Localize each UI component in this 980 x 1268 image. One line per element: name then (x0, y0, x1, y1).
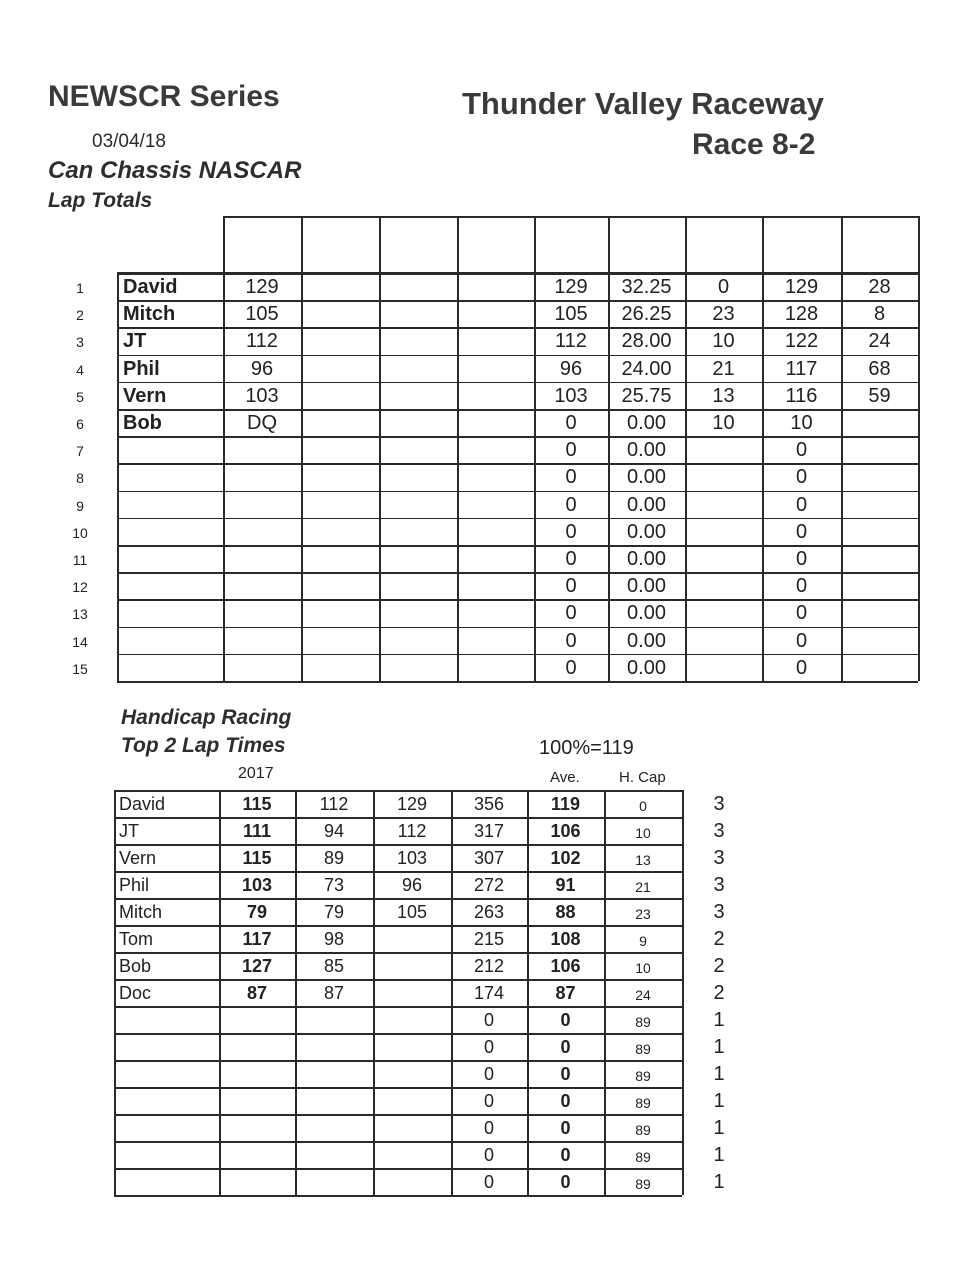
table-cell: 13 (712, 384, 735, 407)
table-cell: DQ (247, 412, 277, 434)
table-cell: 0 (795, 656, 808, 679)
row-number: 14 (72, 633, 88, 650)
driver-name: Vern (123, 384, 167, 407)
race-count: 1 (713, 1171, 725, 1193)
table-cell: 23 (635, 906, 651, 922)
table-cell: 174 (473, 983, 505, 1003)
table-cell: 0 (560, 1064, 571, 1084)
row-number: 6 (76, 416, 84, 432)
table-cell: 0 (560, 1010, 571, 1030)
race-count: 1 (713, 1009, 725, 1031)
table-cell: 79 (323, 902, 345, 922)
table-cell: 79 (246, 902, 268, 922)
grid-line (918, 216, 920, 681)
table-cell: 103 (241, 875, 273, 895)
table-cell: 212 (473, 956, 505, 976)
table-cell: 0 (565, 466, 577, 489)
table-cell: 88 (555, 902, 576, 922)
percent-label: 100%=119 (539, 737, 634, 759)
venue-title: Thunder Valley Raceway (462, 86, 824, 121)
table-cell: 0 (565, 548, 577, 570)
table-cell: 87 (555, 983, 576, 1003)
race-count: 1 (713, 1063, 725, 1085)
table-cell: 0.00 (627, 629, 666, 652)
table-cell: 307 (473, 848, 505, 868)
grid-line (379, 216, 381, 681)
table-cell: 0 (639, 798, 647, 814)
table-cell: 0 (483, 1010, 494, 1030)
driver-name: David (119, 794, 166, 814)
table-cell: 129 (396, 794, 428, 814)
table-cell: 0 (560, 1118, 571, 1138)
table-cell: 0.00 (627, 602, 666, 625)
driver-name: David (123, 276, 178, 298)
table-cell: 0 (717, 276, 730, 298)
table-cell: 0 (565, 602, 577, 625)
table-cell: 0.00 (627, 656, 666, 679)
table-cell: 0 (483, 1037, 494, 1057)
grid-line (457, 216, 459, 681)
table-cell: 0 (560, 1172, 571, 1192)
table-cell: 0 (565, 439, 577, 462)
driver-name: Mitch (123, 303, 176, 326)
table-cell: 24.00 (621, 357, 672, 380)
row-number: 15 (72, 660, 88, 677)
row-number: 9 (76, 497, 84, 514)
ave-label: Ave. (550, 769, 580, 786)
table-cell: 117 (242, 929, 272, 949)
table-cell: 103 (554, 384, 588, 407)
table-cell: 0 (795, 629, 808, 652)
table-cell: 0 (795, 493, 808, 516)
table-cell: 0.00 (627, 575, 666, 598)
table-cell: 10 (712, 412, 735, 434)
table-cell: 116 (785, 384, 818, 407)
race-date: 03/04/18 (92, 131, 166, 152)
row-number: 8 (76, 470, 84, 487)
table-cell: 0 (795, 548, 808, 570)
table-cell: 8 (873, 303, 886, 326)
table-cell: 28.00 (621, 330, 672, 353)
table-cell: 96 (559, 357, 583, 380)
handicap-table (114, 790, 682, 1195)
table-cell: 128 (784, 303, 819, 326)
table-cell: 73 (323, 875, 345, 895)
table-cell: 119 (550, 794, 581, 814)
lap-totals-table (117, 216, 918, 682)
table-cell: 89 (635, 1122, 651, 1138)
driver-name: Vern (119, 848, 157, 868)
table-cell: 32.25 (621, 276, 672, 298)
driver-name: Doc (119, 983, 152, 1003)
table-cell: 105 (396, 902, 428, 922)
table-cell: 112 (397, 821, 427, 841)
table-cell: 105 (245, 303, 279, 326)
table-cell: 0 (560, 1145, 571, 1165)
row-number: 3 (76, 334, 84, 351)
table-cell: 0 (795, 575, 808, 598)
race-count: 2 (713, 928, 725, 950)
table-cell: 0.00 (627, 493, 666, 516)
driver-name: Tom (119, 929, 154, 949)
table-cell: 96 (250, 357, 274, 380)
table-cell: 0 (483, 1145, 494, 1165)
table-cell: 105 (554, 303, 588, 326)
table-cell: 0.00 (627, 466, 666, 489)
driver-name: JT (123, 330, 147, 353)
race-title: Race 8-2 (692, 128, 816, 161)
table-cell: 0 (483, 1118, 494, 1138)
table-cell: 59 (868, 384, 891, 407)
table-cell: 272 (473, 875, 505, 895)
driver-name: Bob (119, 956, 152, 976)
race-count: 1 (713, 1036, 725, 1058)
table-cell: 89 (635, 1068, 651, 1084)
table-cell: 68 (868, 357, 891, 380)
table-cell: 26.25 (621, 303, 672, 326)
table-cell: 89 (635, 1014, 651, 1030)
driver-name: JT (119, 821, 139, 841)
table-cell: 0 (483, 1091, 494, 1111)
table-cell: 13 (635, 852, 651, 868)
table-cell: 0 (560, 1037, 571, 1057)
table-cell: 129 (245, 276, 279, 298)
grid-line (223, 216, 918, 218)
table-cell: 0 (483, 1172, 494, 1192)
hcap-label: H. Cap (619, 769, 666, 786)
handicap-subtitle: Top 2 Lap Times (121, 734, 286, 757)
table-cell: 122 (784, 330, 819, 353)
table-cell: 317 (473, 821, 505, 841)
table-cell: 21 (712, 357, 735, 380)
table-cell: 106 (550, 821, 581, 841)
table-cell: 10 (635, 960, 651, 976)
row-number: 13 (72, 606, 88, 623)
table-cell: 0.00 (627, 439, 666, 462)
driver-name: Phil (119, 875, 150, 895)
table-cell: 0 (565, 493, 577, 516)
table-cell: 129 (784, 276, 819, 298)
table-cell: 98 (323, 929, 345, 949)
row-number: 4 (76, 361, 84, 378)
table-cell: 0 (795, 439, 808, 462)
table-cell: 263 (473, 902, 505, 922)
driver-name: Mitch (119, 902, 163, 922)
table-cell: 112 (555, 330, 587, 353)
table-cell: 115 (242, 794, 272, 814)
table-cell: 10 (635, 825, 651, 841)
row-number: 7 (76, 443, 84, 460)
row-number: 12 (72, 579, 88, 596)
row-number: 5 (76, 388, 84, 405)
table-cell: 0 (565, 575, 577, 598)
race-count: 3 (713, 847, 725, 869)
table-cell: 102 (550, 848, 581, 868)
table-cell: 89 (635, 1149, 651, 1165)
table-cell: 103 (245, 384, 279, 407)
driver-name: Bob (123, 412, 162, 434)
table-cell: 89 (323, 848, 345, 868)
table-cell: 21 (635, 879, 651, 895)
table-cell: 89 (635, 1041, 651, 1057)
table-cell: 87 (323, 983, 345, 1003)
table-cell: 0 (565, 520, 577, 543)
race-count: 1 (713, 1090, 725, 1112)
race-count: 2 (713, 982, 725, 1004)
handicap-title: Handicap Racing (121, 706, 292, 729)
table-cell: 0 (560, 1091, 571, 1111)
table-cell: 0.00 (627, 520, 666, 543)
race-count: 2 (713, 955, 725, 977)
table-cell: 115 (242, 848, 272, 868)
table-cell: 9 (639, 933, 647, 949)
table-cell: 0 (565, 412, 577, 434)
table-cell: 24 (635, 987, 651, 1003)
table-cell: 94 (323, 821, 345, 841)
race-count: 1 (713, 1144, 725, 1166)
table-cell: 0 (795, 466, 808, 489)
year-label: 2017 (238, 765, 274, 782)
race-count: 3 (713, 820, 725, 842)
table-cell: 103 (396, 848, 428, 868)
grid-line (682, 790, 684, 1195)
driver-name: Phil (123, 357, 160, 380)
table-cell: 87 (246, 983, 268, 1003)
table-cell: 10 (712, 330, 735, 353)
table-cell: 111 (242, 821, 272, 841)
table-cell: 0 (483, 1064, 494, 1084)
table-cell: 117 (785, 357, 818, 380)
grid-line (117, 681, 918, 683)
table-cell: 129 (554, 276, 588, 298)
table-cell: 0 (565, 656, 577, 679)
table-cell: 0.00 (627, 548, 666, 570)
row-number: 10 (72, 524, 88, 541)
table-cell: 106 (550, 956, 581, 976)
table-cell: 356 (473, 794, 505, 814)
race-count: 3 (713, 874, 725, 896)
table-cell: 24 (868, 330, 891, 353)
table-cell: 0 (795, 520, 808, 543)
section-title: Lap Totals (48, 189, 153, 212)
table-cell: 23 (712, 303, 735, 326)
row-number: 11 (72, 552, 88, 568)
grid-line (301, 216, 303, 681)
table-cell: 0.00 (627, 412, 666, 434)
race-count: 3 (713, 793, 725, 815)
table-cell: 108 (550, 929, 581, 949)
table-cell: 215 (473, 929, 505, 949)
table-cell: 0 (565, 629, 577, 652)
table-cell: 89 (635, 1176, 651, 1192)
table-cell: 85 (323, 956, 345, 976)
table-cell: 91 (555, 875, 576, 895)
series-title: NEWSCR Series (48, 80, 280, 113)
table-cell: 25.75 (621, 384, 672, 407)
table-cell: 127 (241, 956, 273, 976)
row-number: 2 (76, 307, 84, 324)
table-cell: 28 (868, 276, 891, 298)
table-cell: 10 (790, 412, 813, 434)
row-number: 1 (76, 280, 84, 296)
table-cell: 112 (319, 794, 349, 814)
race-count: 3 (713, 901, 725, 923)
table-cell: 96 (401, 875, 423, 895)
class-title: Can Chassis NASCAR (48, 157, 302, 184)
table-cell: 0 (795, 602, 808, 625)
race-count: 1 (713, 1117, 725, 1139)
table-cell: 112 (246, 330, 278, 353)
table-cell: 89 (635, 1095, 651, 1111)
